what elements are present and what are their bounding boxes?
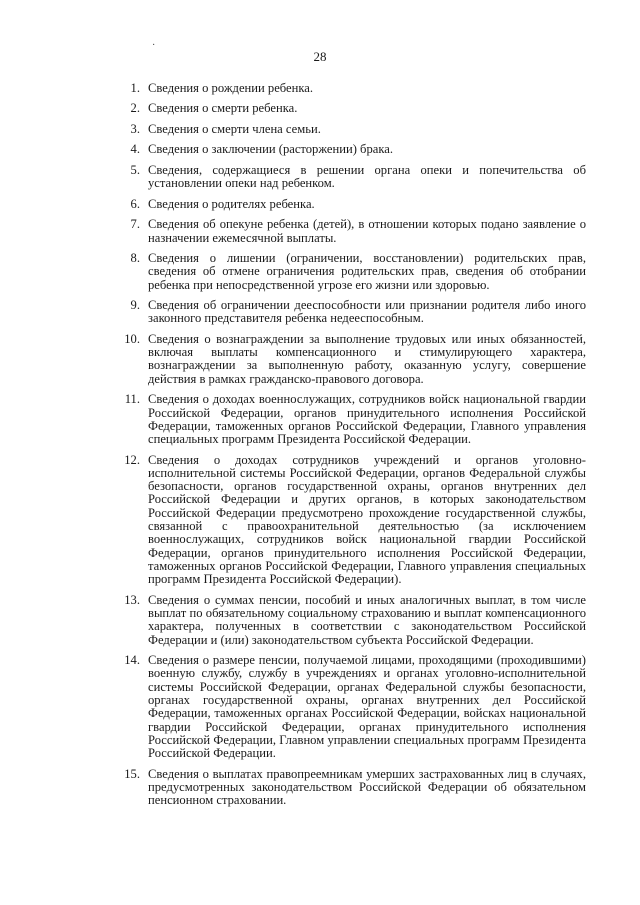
list-item-number: 14. [124, 653, 140, 668]
scan-mark: · [152, 40, 156, 51]
list-item-text: Сведения о размере пенсии, получаемой лицами, проходящими (проходившими) военную службу, службу в учреждениях и органах уголовно-исполнительной системы Российской Федерации, органах Федеральной службы безопасности, органах государственной охраны, органах внутренних дел Российской Федерации, таможенных органах Российской Федерации, войсках национальной гвардии Российской Федерации, органах принудительного исполнения Российской Федерации, Главном управлении специальных программ Президента Российской Федерации. [148, 653, 586, 761]
list-item-text: Сведения о родителях ребенка. [148, 196, 315, 211]
list-item-text: Сведения, содержащиеся в решении органа опеки и попечительства об установлении опеки над ребенком. [148, 162, 586, 191]
list-item-number: 12. [124, 452, 140, 467]
list-item-number: 11. [124, 392, 140, 407]
list-item [108, 198, 586, 211]
list-item-text: Сведения о доходах сотрудников учреждений и органов уголовно-исполнительной системы Российской Федерации, органов Федеральной службы безопасности, органов государственной охраны, органов внутренних дел Российской Федерации и других органов, в которых законодательством Российской Федерации предусмотрено прохождение государственной службы, связанной с правоохранительной деятельностью (за исключением военнослужащих, сотрудников войск национальной гвардии Российской Федерации, органов принудительного исполнения Российской Федерации, таможенных органов Российской Федерации, Главного управления специальных программ Президента Российской Федерации). [148, 452, 586, 587]
list-item-text: Сведения о вознаграждении за выполнение трудовых или иных обязанностей, включая выплаты компенсационного и стимулирующего характера, вознаграждении за выполненную работу, оказанную услугу, совершение действия в рамках гражданско-правового договора. [148, 331, 586, 386]
list-item-number: 5. [130, 162, 140, 177]
list-item-number: 4. [130, 142, 140, 157]
list-item [108, 654, 586, 760]
list-item-text: Сведения о смерти члена семьи. [148, 121, 321, 136]
list-item-text: Сведения о выплатах правопреемникам умерших застрахованных лиц в случаях, предусмотренных законодательством Российской Федерации об обязательном пенсионном страховании. [148, 766, 586, 808]
list-item [108, 218, 586, 245]
list-item-number: 1. [130, 81, 140, 95]
page-number: 28 [313, 49, 327, 64]
list-item [108, 594, 586, 647]
list-item-number: 8. [130, 250, 140, 265]
list-item-number: 7. [130, 217, 140, 232]
list-item-number: 15. [124, 766, 140, 781]
list-item [108, 333, 586, 386]
list-item-number: 2. [130, 101, 140, 116]
list-item-number: 3. [130, 121, 140, 136]
list-item [108, 102, 586, 115]
list-item [108, 299, 586, 326]
list-item [108, 143, 586, 156]
list-item [108, 82, 586, 95]
list-item-number: 10. [124, 331, 140, 346]
list-item-text: Сведения о заключении (расторжении) брака. [148, 142, 393, 157]
list-item-number: 9. [130, 298, 140, 313]
list-item-text: Сведения об ограничении дееспособности или признании родителя либо иного законного представителя ребенка недееспособным. [148, 298, 586, 326]
list-item-text: Сведения о суммах пенсии, пособий и иных аналогичных выплат, в том числе выплат по обязательному социальному страхованию и выплат компенсационного характера, полученных в соответствии с законодательством Российской Федерации и (или) законодательством субъекта Российской Федерации. [148, 592, 586, 647]
list-item-number: 6. [130, 196, 140, 211]
list-item-text: Сведения о лишении (ограничении, восстановлении) родительских прав, сведения об отмене ограничения родительских прав, сведения об отобрании ребенка при непосредственной угрозе его жизни или здоровью. [148, 250, 586, 292]
list-item-text: Сведения о рождении ребенка. [148, 81, 314, 95]
list-item-text: Сведения о смерти ребенка. [148, 101, 298, 116]
list-item-number: 13. [124, 592, 140, 607]
list-item [108, 123, 586, 136]
numbered-list [108, 82, 586, 815]
list-item [108, 768, 586, 808]
list-item-text: Сведения о доходах военнослужащих, сотрудников войск национальной гвардии Российской Федерации, органов принудительного исполнения Российской Федерации, таможенных органов Российской Федерации, Главного управления специальных программ Президента Российской Федерации. [148, 392, 586, 447]
list-item [108, 393, 586, 446]
list-item [108, 164, 586, 191]
list-item [108, 252, 586, 292]
list-item [108, 454, 586, 587]
list-item-text: Сведения об опекуне ребенка (детей), в отношении которых подано заявление о назначении ежемесячной выплаты. [148, 217, 586, 245]
